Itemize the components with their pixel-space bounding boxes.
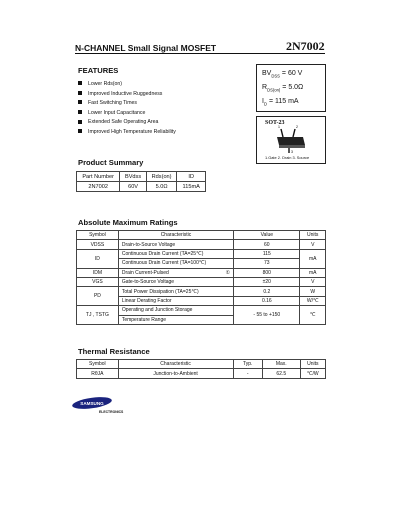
feature-item: Fast Switching Times [78, 99, 176, 109]
product-summary-heading: Product Summary [78, 158, 144, 167]
svg-text:SAMSUNG: SAMSUNG [80, 401, 104, 406]
feature-item: Improved Inductive Ruggedness [78, 90, 176, 100]
key-specs-box [256, 64, 326, 112]
pin-label: 3 [291, 150, 293, 154]
product-summary-table [76, 171, 206, 192]
document-title: N-CHANNEL Small Signal MOSFET [75, 43, 217, 53]
abs-max-table [76, 230, 326, 325]
samsung-logo [70, 397, 136, 415]
bullet-icon [78, 81, 82, 85]
pin-label: 1 [278, 125, 280, 129]
spec-rdson: $R_{DS(on)} = 5.0\Omega$ [262, 84, 304, 93]
bullet-icon [78, 110, 82, 114]
footnote-marker: ① [225, 269, 231, 276]
pin-label: 2 [296, 125, 298, 129]
svg-text:ELECTRONICS: ELECTRONICS [99, 410, 124, 414]
table-row: RθJA Junction-to-Ambient - 62.5 ℃/W [77, 369, 326, 378]
table-row: Temperature Range [77, 315, 326, 324]
bullet-icon [78, 120, 82, 124]
package-name: SOT-23 [265, 120, 285, 126]
thermal-table [76, 359, 326, 379]
features-heading: FEATURES [78, 66, 119, 75]
feature-item: Extended Safe Operating Area [78, 118, 176, 128]
bullet-icon [78, 91, 82, 95]
table-row: ID Continuous Drain Current (TA=25℃) 115 mA [77, 249, 326, 258]
table-row: IDM Drain Current-Pulsed ① 800 mA [77, 268, 326, 277]
part-number: 2N7002 [286, 39, 325, 53]
feature-item: Improved High Temperature Reliability [78, 128, 176, 138]
header-rule [75, 53, 325, 54]
feature-item: Lower Rds(on) [78, 80, 176, 90]
table-row: Linear Derating Factor 0.16 W/℃ [77, 296, 326, 305]
table-header-row: Part Number BVdss Rds(on) ID [77, 172, 206, 182]
bullet-icon [78, 100, 82, 104]
feature-item: Lower Input Capacitance [78, 109, 176, 119]
abs-max-heading: Absolute Maximum Ratings [78, 218, 178, 227]
bullet-icon [78, 129, 82, 133]
table-row: TJ , TSTG Operating and Junction Storage - 55 to +150 ℃ [77, 306, 326, 315]
spec-id: $I_D = 115$ mA [262, 98, 299, 107]
table-row: VDSS Drain-to-Source Voltage 60 V [77, 240, 326, 249]
spec-bvdss: $BV_{DSS} = 60$ V [262, 70, 303, 79]
table-header-row: Symbol Characteristic Typ. Max. Units [77, 360, 326, 369]
package-box [256, 116, 326, 164]
table-row: 2N7002 60V 5.0Ω 115mA [77, 182, 206, 192]
features-list [78, 80, 176, 138]
table-row: Continuous Drain Current (TA=100℃) 73 [77, 259, 326, 268]
table-row: PD Total Power Dissipation (TA=25℃) 0.2 W [77, 287, 326, 296]
table-row: VGS Gate-to-Source Voltage ±20 V [77, 277, 326, 286]
thermal-heading: Thermal Resistance [78, 347, 150, 356]
table-header-row: Symbol Characteristic Value Units [77, 231, 326, 240]
pin-legend: 1.Gate 2. Drain 3. Source [265, 155, 310, 160]
